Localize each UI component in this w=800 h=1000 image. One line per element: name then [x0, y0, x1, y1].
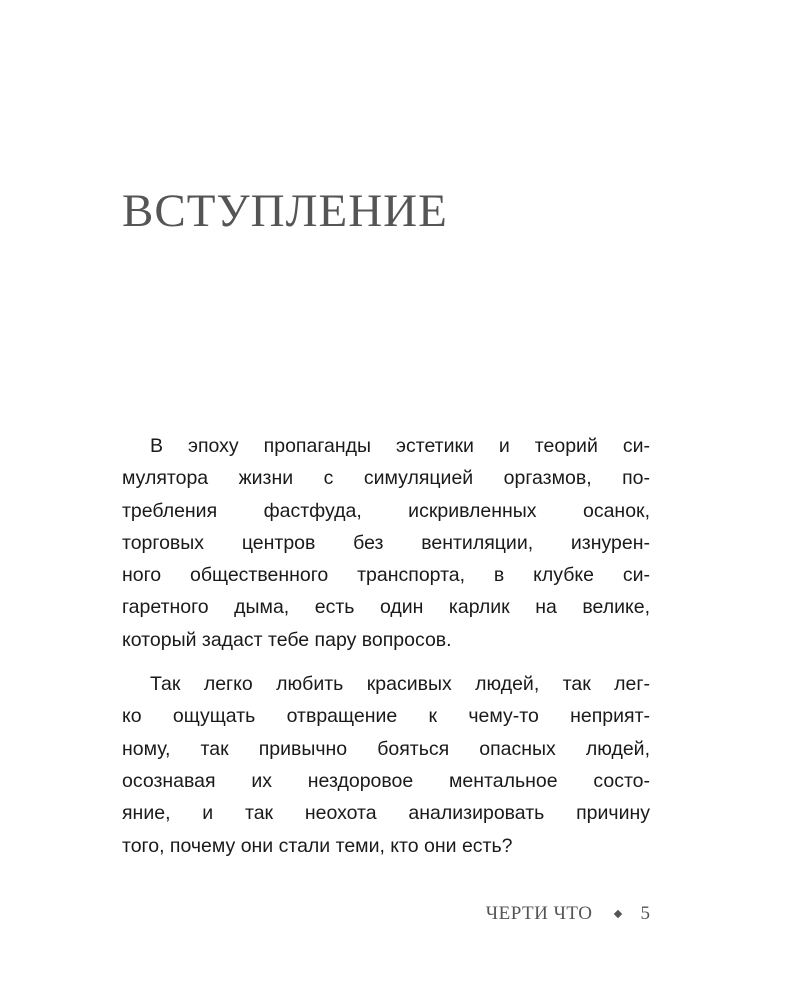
- text-line: гаретного дыма, есть один карлик на велике,: [122, 596, 650, 619]
- text-line: ному, так привычно бояться опасных людей,: [122, 737, 650, 760]
- paragraph-2: [122, 668, 650, 862]
- text-line: того, почему они стали теми, кто они есть?: [122, 834, 513, 857]
- text-line: мулятора жизни с симуляцией оргазмов, по-: [122, 467, 650, 490]
- chapter-title: ВСТУПЛЕНИЕ: [122, 185, 448, 237]
- diamond-icon: [613, 909, 621, 917]
- text-line: ко ощущать отвращение к чему-то неприят-: [122, 705, 650, 728]
- paragraph-1: [122, 430, 650, 656]
- body-text: [122, 430, 650, 874]
- text-line: Так легко любить красивых людей, так лег-: [150, 673, 650, 696]
- text-line: осознавая их нездоровое ментальное состо-: [122, 769, 650, 792]
- text-line: торговых центров без вентиляции, изнурен-: [122, 531, 650, 554]
- text-line: требления фастфуда, искривленных осанок,: [122, 499, 650, 522]
- text-line: который задаст тебе пару вопросов.: [122, 628, 452, 651]
- page-footer: [486, 902, 650, 926]
- running-head: ЧЕРТИ ЧТО: [485, 903, 593, 924]
- text-line: В эпоху пропаганды эстетики и теорий си-: [150, 435, 650, 457]
- text-line: яние, и так неохота анализировать причину: [122, 802, 650, 825]
- page-number: 5: [640, 903, 650, 924]
- text-line: ного общественного транспорта, в клубке си-: [122, 564, 650, 587]
